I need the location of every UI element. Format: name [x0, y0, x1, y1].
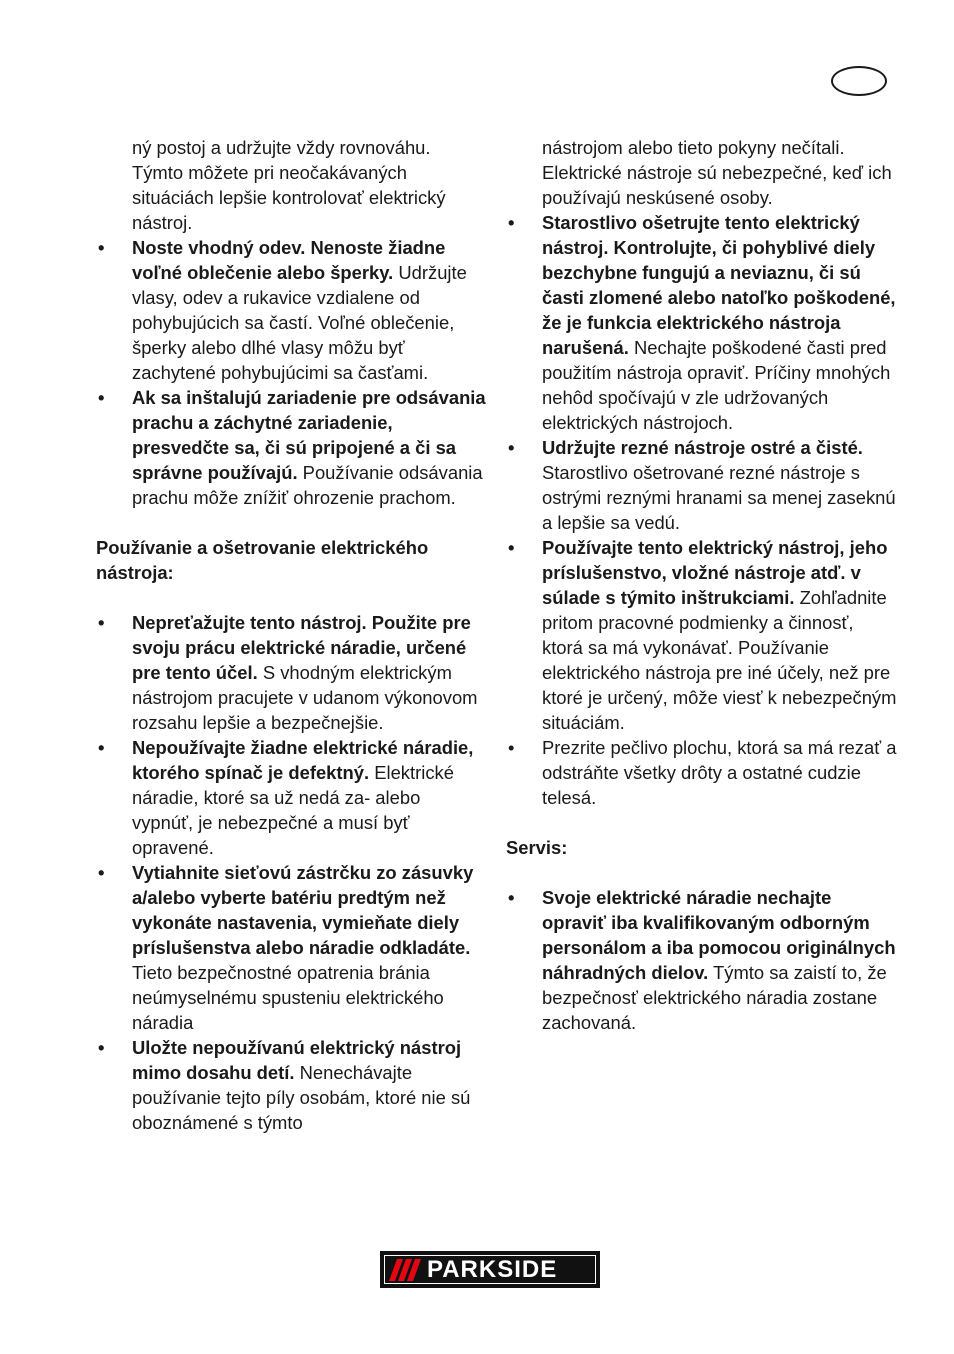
- item-text: Udržujte vlasy, odev a rukavice vzdialene od pohybujúcich sa častí. Voľné oblečenie, šperky alebo dlhé vlasy môžu byť zachytené pohybujúcimi sa časťami.: [132, 262, 467, 383]
- item-bold-text: Svoje elektrické náradie nechajte opraviť iba kvalifikovaným odborným personálom a iba pomocou originálnych náhradných dielov.: [542, 887, 896, 983]
- section-heading-usage: Používanie a ošetrovanie elektrického nástroja:: [96, 537, 429, 583]
- item-text: Prezrite pečlivo plochu, ktorá sa má rezať a odstráňte všetky drôty a ostatné cudzie telesá.: [542, 737, 897, 808]
- bullet-icon: •: [508, 212, 515, 233]
- bullet-icon: •: [508, 887, 515, 908]
- bullet-icon: •: [98, 387, 105, 408]
- item-bold-text: Starostlivo ošetrujte tento elektrický nástroj. Kontrolujte, či pohyblivé diely bezchybne fungujú a neviaznu, či sú časti zlomené alebo natoľko poškodené, že je funkcia elektrického nástroja narušená.: [542, 212, 896, 358]
- left-intro-paragraph: ný postoj a udržujte vždy rovnováhu. Týmto môžete pri neočakávaných situáciách lepšie kontrolovať elektrický nástroj.: [132, 137, 446, 233]
- list-item: [506, 885, 898, 1035]
- list-item: [96, 610, 486, 735]
- item-bold-text: Nepoužívajte žiadne elektrické náradie, ktorého spínač je defektný.: [132, 737, 474, 783]
- bullet-icon: •: [98, 1037, 105, 1058]
- bullet-icon: •: [508, 437, 515, 458]
- item-bold-text: Noste vhodný odev. Nenoste žiadne voľné oblečenie alebo šperky.: [132, 237, 446, 283]
- bullet-icon: •: [508, 737, 515, 758]
- list-item: [506, 535, 898, 735]
- item-text: Zohľadnite pritom pracovné podmienky a činnosť, ktorá sa má vykonávať. Používanie elektrického nástroja pre iné účely, než pre ktoré je určený, môže viesť k nebezpečným situáciám.: [542, 587, 897, 733]
- right-column: [506, 135, 898, 1035]
- list-item: [506, 435, 898, 535]
- bullet-icon: •: [98, 862, 105, 883]
- item-bold-text: Uložte nepoužívanú elektrický nástroj mimo dosahu detí.: [132, 1037, 462, 1083]
- list-item: [96, 385, 486, 510]
- item-bold-text: Ak sa inštalujú zariadenie pre odsávania prachu a záchytné zariadenie, presvedčte sa, či sú pripojené a či sa správne používajú.: [132, 387, 486, 483]
- bullet-icon: •: [98, 737, 105, 758]
- item-bold-text: Nepreťažujte tento nástroj. Použite pre svoju prácu elektrické náradie, určené pre tento účel.: [132, 612, 471, 683]
- item-text: S vhodným elektrickým nástrojom pracujete v udanom výkonovom rozsahu lepšie a bezpečnejšie.: [132, 662, 478, 733]
- list-item: [96, 860, 486, 1035]
- list-item: [506, 210, 898, 435]
- item-text: Nenechávajte používanie tejto píly osobám, ktoré nie sú oboznámené s týmto: [132, 1062, 471, 1133]
- section-heading-service: Servis:: [506, 837, 568, 858]
- language-badge: [831, 66, 887, 96]
- item-bold-text: Udržujte rezné nástroje ostré a čisté.: [542, 437, 863, 458]
- bullet-icon: •: [98, 612, 105, 633]
- parkside-logo: [380, 1251, 600, 1288]
- item-bold-text: Používajte tento elektrický nástroj, jeho príslušenstvo, vložné nástroje atď. v súlade s týmito inštrukciami.: [542, 537, 888, 608]
- item-text: Týmto sa zaistí to, že bezpečnosť elektrického náradia zostane zachovaná.: [542, 962, 887, 1033]
- item-text: Tieto bezpečnostné opatrenia bránia neúmyselnému spusteniu elektrického náradia: [132, 962, 444, 1033]
- logo-stripes-icon: [393, 1259, 417, 1281]
- item-text: Nechajte poškodené časti pred použitím nástroja opraviť. Príčiny mnohých nehôd spočívajú v zle udržovaných elektrických nástrojoch.: [542, 337, 891, 433]
- item-text: Starostlivo ošetrované rezné nástroje s ostrými reznými hranami sa menej zaseknú a lepšie sa vedú.: [542, 462, 896, 533]
- list-item: [96, 235, 486, 385]
- bullet-icon: •: [98, 237, 105, 258]
- item-text: Elektrické náradie, ktoré sa už nedá za- alebo vypnúť, je nebezpečné a musí byť opravené.: [132, 762, 454, 858]
- item-text: Používanie odsávania prachu môže znížiť ohrozenie prachom.: [132, 462, 483, 508]
- list-item: [96, 735, 486, 860]
- bullet-icon: •: [508, 537, 515, 558]
- list-item: [96, 1035, 486, 1135]
- right-intro-paragraph: nástrojom alebo tieto pokyny nečítali. Elektrické nástroje sú nebezpečné, keď ich používajú neskúsené osoby.: [542, 137, 892, 208]
- logo-text: PARKSIDE: [427, 1255, 558, 1283]
- item-bold-text: Vytiahnite sieťovú zástrčku zo zásuvky a/alebo vyberte batériu predtým než vykonáte nastavenia, vymieňate diely príslušenstva alebo náradie odkladáte.: [132, 862, 474, 958]
- list-item: [506, 735, 898, 810]
- left-column: [96, 135, 486, 1135]
